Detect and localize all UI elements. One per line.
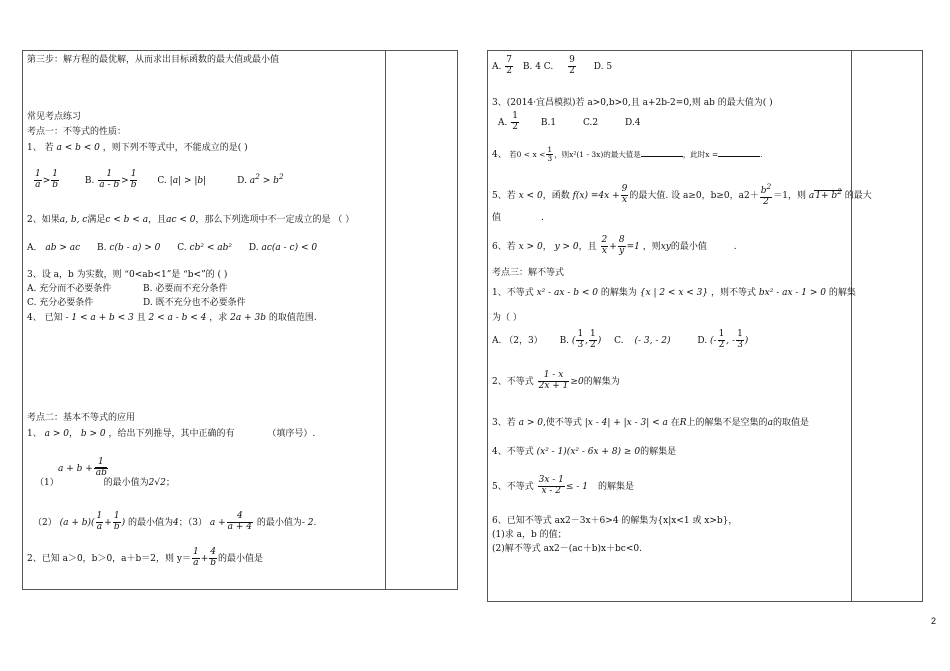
kp2-item2: （2） (a + b)( $\frac{1}{a}$ + $\frac{1}{b}$ ) 的最小值为4；（3） a + $\frac{4}{a + 4}$ 的最小值为- 2.: [33, 511, 317, 532]
right-q4: 4、 若0 < x < $\frac{1}{3}$ ，则x²(1 - 3x)的最大值是 ，此时x = .: [492, 145, 763, 164]
kp1-title: 考点一：不等式的性质：: [27, 127, 127, 137]
kp2-q1: 1、 a > 0， b > 0 ，给出下列推导，其中正确的有 （填序号）.: [27, 429, 316, 439]
kp3-q6-part1: (1)求 a，b 的值；: [492, 530, 567, 540]
right-q3: 3、(2014·宜昌模拟)若 a>0,b>0,且 a+2b-2=0,则 ab 的最大值为( ): [492, 98, 773, 108]
kp1-q2-options: A． ab > ac B. c(b - a) > 0 C. cb² < ab² D. ac(a - c) < 0: [27, 243, 318, 253]
kp1-q3-c: C. 充分必要条件: [27, 298, 94, 308]
kp3-q1: 1、不等式 x² - ax - b < 0 的解集为 {x | 2 < x < 3} ，则不等式 bx² - ax - 1 > 0 的解集: [492, 288, 856, 298]
kp3-q6-part2: (2)解不等式 ax2－(ac＋b)x＋bc<0.: [492, 544, 642, 554]
kp3-q4: 4、不等式 (x² - 1)(x² - 6x + 8) ≥ 0的解集是: [492, 447, 677, 457]
kp2-title: 考点二：基本不等式的应用: [27, 413, 136, 423]
kp1-q3-d: D. 既不充分也不必要条件: [143, 298, 246, 308]
option-c-label: C.: [157, 175, 167, 186]
kp1-q3-b: B. 必要而不充分条件: [143, 284, 228, 294]
kp3-q3: 3、若 a > 0,使不等式 |x - 4| + |x - 3| < a 在R上的解集不是空集的a的取值是: [492, 418, 809, 428]
right-q5-cont: 值 .: [492, 213, 544, 223]
practice-heading: 常见考点练习: [27, 112, 82, 122]
kp3-q5: 5、不等式 $\frac{3x - 1}{x - 2}$ ≤ - 1 的解集是: [492, 475, 634, 496]
kp2-item1: （1） 的最小值为2√2；: [35, 478, 175, 488]
kp1-q4: 4、 已知 - 1 < a + b < 3 且 2 < a - b < 4 ，求 2a + 3b 的取值范围.: [27, 313, 317, 323]
option-d-label: D.: [237, 175, 247, 186]
kp3-title: 考点三：解不等式: [492, 268, 565, 278]
kp1-q1-options: $\frac{1}{a}$ > $\frac{1}{b}$ B. $\frac{1}{a - b}$ > $\frac{1}{b}$ C. |a| > |b| D. $a^2 > b^2$: [35, 169, 284, 190]
kp1-q3-a: A. 充分而不必要条件: [27, 284, 112, 294]
page-number: 2: [930, 616, 936, 626]
top-options: A. $\frac{7}{2}$ B. 4 C. $\frac{9}{2}$ D. 5: [492, 55, 613, 76]
step3-text: 第三步：解方程的最优解，从而求出目标函数的最大值或最小值: [27, 55, 280, 65]
kp3-q1-options: A. （2，3） B. ( $\frac{1}{3}$ , $\frac{1}{2}$ ) C. (- 3, - 2) D. (- $\frac{1}{2}$ , - $\frac{1}{3}$ ): [492, 329, 749, 350]
kp2-item1-expr: a + b + $\frac{1}{ab}$: [58, 457, 107, 478]
kp1-q1: 1、 若 a < b < 0 ，则下列不等式中，不能成立的是( ): [27, 143, 248, 153]
option-b-label: B.: [84, 175, 95, 186]
left-column-divider: [385, 50, 386, 589]
kp3-q1-cont: 为（ ）: [492, 313, 522, 323]
kp1-q3: 3、设 a，b 为实数，则 “0<ab<1”是 “b<”的 ( ): [27, 270, 228, 280]
kp1-q2: 2、如果a, b, c满足c < b < a，且ac < 0，那么下列选项中不一定成立的是 （ ）: [27, 215, 355, 225]
right-q3-options: A. $\frac{1}{2}$ B.1 C.2 D.4: [498, 111, 641, 132]
kp2-q2: 2、已知 a＞0，b＞0，a＋b＝2，则 y＝ $\frac{1}{a}$ + $\frac{4}{b}$ 的最小值是: [27, 547, 264, 568]
kp3-q6: 6、已知不等式 ax2－3x＋6>4 的解集为{x|x<1 或 x>b}，: [492, 516, 738, 526]
kp3-q2: 2、不等式 $\frac{1 - x}{2x + 1}$ ≥0的解集为: [492, 370, 620, 391]
right-q6: 6、若 x > 0， y > 0，且 $\frac{2}{x}$ + $\frac{8}{y}$ =1 ，则xy的最小值 .: [492, 235, 737, 256]
right-column-divider: [851, 50, 852, 601]
right-q5: 5、若 x < 0，函数 f(x) =4x + $\frac{9}{x}$ 的最大值. 设 a≥0，b≥0，a2＋ $\frac{b^2}{2}$ ＝1，则 $a1+ b^2$ 的最大: [492, 182, 872, 207]
